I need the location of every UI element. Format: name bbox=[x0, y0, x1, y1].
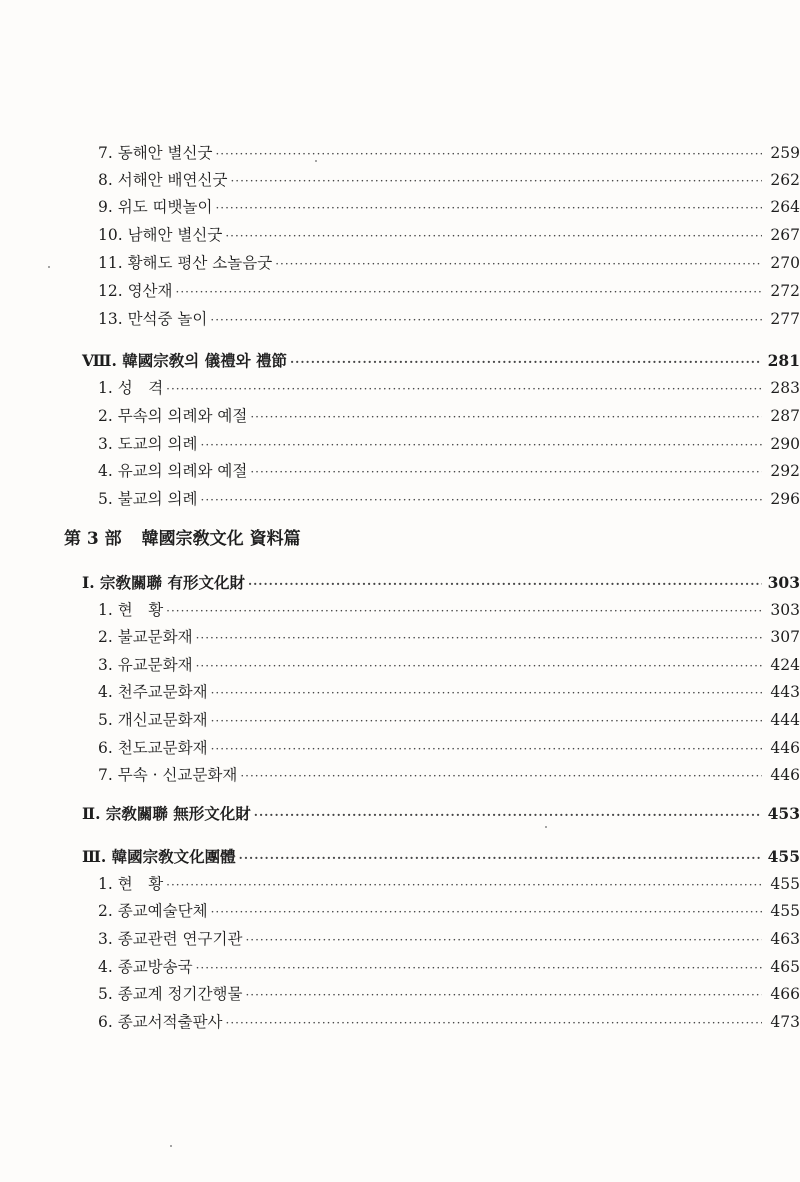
dot-leader bbox=[230, 168, 762, 194]
entry-title: 4. 유교의 의례와 예절 bbox=[98, 462, 248, 480]
dot-leader bbox=[248, 571, 762, 597]
entry-title: 1. 성 격 bbox=[98, 379, 164, 397]
entry-title: 3. 종교관련 연구기관 bbox=[98, 930, 243, 948]
part-number: 第 3 部 bbox=[64, 529, 122, 549]
entry-page: 473 bbox=[770, 1013, 800, 1031]
dot-leader bbox=[239, 845, 762, 871]
chapter-title: Ⅱ. 宗敎關聯 無形文化財 bbox=[82, 804, 251, 823]
dot-leader bbox=[196, 625, 762, 651]
toc-entry bbox=[0, 458, 800, 484]
entry-page: 303 bbox=[770, 601, 800, 619]
entry-title: 12. 영산재 bbox=[98, 282, 173, 300]
dot-leader bbox=[250, 404, 762, 430]
entry-title: 9. 위도 띠뱃놀이 bbox=[98, 198, 213, 216]
dot-leader bbox=[245, 982, 762, 1008]
entry-page: 270 bbox=[770, 254, 800, 272]
part-title: 韓國宗敎文化 資料篇 bbox=[141, 529, 301, 549]
dot-leader bbox=[166, 376, 762, 402]
dot-leader bbox=[215, 141, 762, 167]
toc-entry bbox=[0, 222, 800, 248]
dot-leader bbox=[250, 459, 762, 485]
dot-leader bbox=[166, 598, 762, 624]
toc-entry bbox=[0, 954, 800, 980]
toc-chapter-viii bbox=[0, 348, 800, 374]
toc-entry bbox=[0, 898, 800, 924]
entry-page: 466 bbox=[770, 985, 800, 1003]
entry-page: 290 bbox=[770, 435, 800, 453]
entry-page: 287 bbox=[770, 407, 800, 425]
dot-leader bbox=[201, 487, 762, 513]
entry-title: 13. 만석중 놀이 bbox=[98, 310, 208, 328]
chapter-title: Ⅲ. 韓國宗敎文化團體 bbox=[82, 847, 236, 866]
chapter-page: 303 bbox=[767, 573, 800, 592]
entry-title: 1. 현 황 bbox=[98, 875, 164, 893]
entry-title: 11. 황해도 평산 소놀음굿 bbox=[98, 254, 273, 272]
entry-title: 2. 무속의 의례와 예절 bbox=[98, 407, 248, 425]
dot-leader bbox=[290, 349, 762, 375]
toc-entry bbox=[0, 278, 800, 304]
dot-leader bbox=[211, 708, 762, 734]
print-speck bbox=[545, 826, 547, 828]
toc-entry bbox=[0, 679, 800, 705]
entry-title: 8. 서해안 배연신굿 bbox=[98, 171, 228, 189]
dot-leader bbox=[211, 736, 762, 762]
entry-page: 443 bbox=[770, 683, 800, 701]
toc-entry bbox=[0, 1009, 800, 1035]
toc-entry bbox=[0, 624, 800, 650]
chapter-page: 453 bbox=[767, 804, 800, 823]
entry-title: 2. 불교문화재 bbox=[98, 628, 193, 646]
toc-entry bbox=[0, 981, 800, 1007]
dot-leader bbox=[245, 927, 762, 953]
entry-title: 4. 천주교문화재 bbox=[98, 683, 208, 701]
toc-entry bbox=[0, 652, 800, 678]
toc-entry bbox=[0, 375, 800, 401]
entry-page: 277 bbox=[770, 310, 800, 328]
entry-title: 2. 종교예술단체 bbox=[98, 902, 208, 920]
entry-page: 259 bbox=[770, 144, 800, 162]
entry-title: 1. 현 황 bbox=[98, 601, 164, 619]
entry-page: 424 bbox=[770, 656, 800, 674]
entry-title: 7. 동해안 별신굿 bbox=[98, 144, 213, 162]
entry-page: 262 bbox=[770, 171, 800, 189]
entry-page: 446 bbox=[770, 766, 800, 784]
entry-page: 296 bbox=[770, 490, 800, 508]
entry-page: 307 bbox=[770, 628, 800, 646]
toc-entry bbox=[0, 762, 800, 788]
entry-title: 5. 종교계 정기간행물 bbox=[98, 985, 243, 1003]
entry-page: 455 bbox=[770, 902, 800, 920]
entry-title: 4. 종교방송국 bbox=[98, 958, 193, 976]
dot-leader bbox=[201, 432, 762, 458]
entry-title: 10. 남해안 별신굿 bbox=[98, 226, 223, 244]
toc-entry bbox=[0, 735, 800, 761]
toc-entry bbox=[0, 707, 800, 733]
dot-leader bbox=[240, 763, 762, 789]
toc-entry bbox=[0, 486, 800, 512]
part-heading bbox=[64, 526, 301, 552]
chapter-title: Ⅷ. 韓國宗敎의 儀禮와 禮節 bbox=[82, 351, 287, 370]
dot-leader bbox=[215, 195, 762, 221]
chapter-title: Ⅰ. 宗敎關聯 有形文化財 bbox=[82, 573, 245, 592]
entry-title: 6. 종교서적출판사 bbox=[98, 1013, 223, 1031]
entry-title: 5. 불교의 의례 bbox=[98, 490, 198, 508]
dot-leader bbox=[176, 279, 763, 305]
entry-page: 444 bbox=[770, 711, 800, 729]
dot-leader bbox=[211, 899, 762, 925]
print-speck bbox=[315, 160, 317, 162]
entry-page: 446 bbox=[770, 739, 800, 757]
dot-leader bbox=[225, 223, 762, 249]
toc-entry bbox=[0, 597, 800, 623]
toc-chapter-ii bbox=[0, 801, 800, 827]
entry-page: 267 bbox=[770, 226, 800, 244]
entry-title: 5. 개신교문화재 bbox=[98, 711, 208, 729]
chapter-page: 281 bbox=[767, 351, 800, 370]
dot-leader bbox=[211, 680, 762, 706]
entry-page: 272 bbox=[770, 282, 800, 300]
toc-entry bbox=[0, 250, 800, 276]
entry-page: 283 bbox=[770, 379, 800, 397]
toc-entry bbox=[0, 306, 800, 332]
entry-page: 455 bbox=[770, 875, 800, 893]
toc-chapter-i bbox=[0, 570, 800, 596]
dot-leader bbox=[210, 307, 762, 333]
toc-chapter-iii bbox=[0, 844, 800, 870]
dot-leader bbox=[275, 251, 762, 277]
entry-page: 264 bbox=[770, 198, 800, 216]
entry-title: 7. 무속 · 신교문화재 bbox=[98, 766, 238, 784]
toc-entry bbox=[0, 926, 800, 952]
toc-entry bbox=[0, 167, 800, 193]
toc-entry bbox=[0, 871, 800, 897]
dot-leader bbox=[166, 872, 762, 898]
entry-page: 292 bbox=[770, 462, 800, 480]
dot-leader bbox=[254, 802, 762, 828]
toc-entry bbox=[0, 194, 800, 220]
entry-title: 3. 유교문화재 bbox=[98, 656, 193, 674]
toc-entry bbox=[0, 431, 800, 457]
chapter-page: 455 bbox=[767, 847, 800, 866]
print-speck bbox=[48, 266, 50, 268]
entry-title: 6. 천도교문화재 bbox=[98, 739, 208, 757]
print-speck bbox=[170, 1145, 172, 1147]
entry-title: 3. 도교의 의례 bbox=[98, 435, 198, 453]
dot-leader bbox=[196, 653, 762, 679]
dot-leader bbox=[196, 955, 762, 981]
entry-page: 463 bbox=[770, 930, 800, 948]
entry-page: 465 bbox=[770, 958, 800, 976]
dot-leader bbox=[226, 1010, 762, 1036]
toc-entry bbox=[0, 140, 800, 166]
toc-entry bbox=[0, 403, 800, 429]
